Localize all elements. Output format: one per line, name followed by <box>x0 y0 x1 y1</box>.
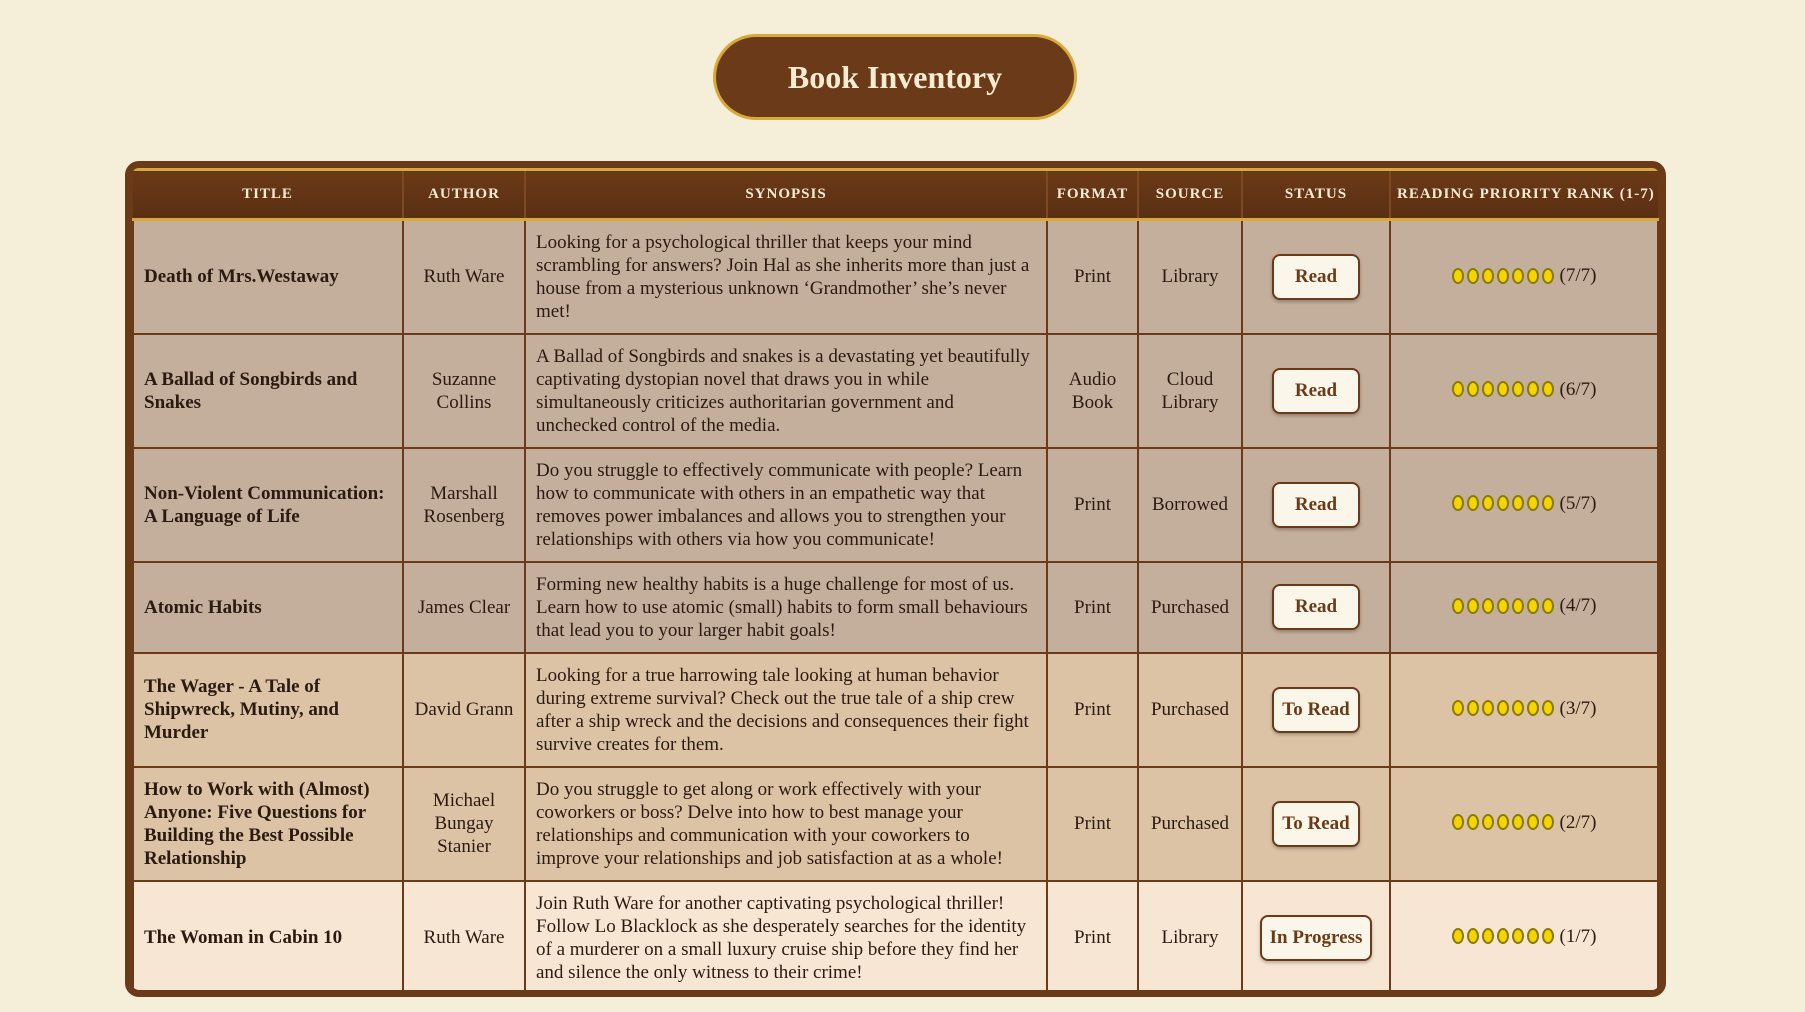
table-row <box>133 881 1658 995</box>
book-source: Purchased <box>1138 562 1242 653</box>
priority-rank-cell <box>1390 562 1658 653</box>
table-row <box>133 220 1658 334</box>
rank-dot-icon <box>1467 381 1479 397</box>
rank-dot-icon <box>1527 700 1539 716</box>
priority-rank <box>1452 594 1597 617</box>
book-synopsis: Do you struggle to effectively communicate with people? Learn how to communicate with others in an empathetic way that removes power imbalances and allows you to strengthen your relationships with others via how you communicate! <box>525 448 1047 562</box>
rank-dot-icon <box>1497 495 1509 511</box>
rank-dot-icon <box>1512 381 1524 397</box>
table-row <box>133 448 1658 562</box>
rank-dot-icon <box>1482 598 1494 614</box>
rank-dot-icon <box>1452 381 1464 397</box>
rank-dot-icon <box>1452 495 1464 511</box>
rank-dot-icon <box>1452 700 1464 716</box>
status-button[interactable]: Read <box>1272 254 1360 300</box>
rank-dot-icon <box>1467 814 1479 830</box>
rank-dot-icon <box>1452 928 1464 944</box>
book-title: The Woman in Cabin 10 <box>133 881 403 995</box>
book-title: The Wager - A Tale of Shipwreck, Mutiny, and Murder <box>133 653 403 767</box>
priority-rank <box>1452 697 1597 720</box>
book-title: Death of Mrs.Westaway <box>133 220 403 334</box>
rank-dot-icon <box>1467 268 1479 284</box>
book-title: A Ballad of Songbirds and Snakes <box>133 334 403 448</box>
status-cell <box>1242 448 1390 562</box>
header-priority-rank: READING PRIORITY RANK (1-7) <box>1390 170 1658 220</box>
header-synopsis: SYNOPSIS <box>525 170 1047 220</box>
rank-label: (3/7) <box>1559 697 1597 719</box>
book-synopsis: A Ballad of Songbirds and snakes is a devastating yet beautifully captivating dystopian novel that draws you in while simultaneously criticizes authoritarian government and unchecked control of the media. <box>525 334 1047 448</box>
page-title: Book Inventory <box>713 34 1077 120</box>
rank-label: (6/7) <box>1559 378 1597 400</box>
book-synopsis: Do you struggle to get along or work effectively with your coworkers or boss? Delve into how to best manage your relationships and communication with your coworkers to improve your relationships and job satisfaction at as a whole! <box>525 767 1047 881</box>
rank-dot-icon <box>1542 928 1554 944</box>
rank-dots <box>1452 814 1554 830</box>
status-button[interactable]: To Read <box>1272 801 1360 847</box>
rank-dot-icon <box>1497 268 1509 284</box>
table-body <box>133 220 1658 995</box>
rank-dot-icon <box>1467 700 1479 716</box>
book-synopsis: Forming new healthy habits is a huge challenge for most of us. Learn how to use atomic (small) habits to form small behaviours that lead you to your larger habit goals! <box>525 562 1047 653</box>
rank-dot-icon <box>1527 814 1539 830</box>
rank-label: (7/7) <box>1559 265 1597 286</box>
priority-rank-cell <box>1390 767 1658 881</box>
rank-dot-icon <box>1527 268 1539 284</box>
book-synopsis: Looking for a psychological thriller that keeps your mind scrambling for answers? Join Hal as she inherits more than just a house from a mysterious unknown ‘Grandmother’ she’s never met! <box>525 220 1047 334</box>
book-format: Print <box>1047 562 1138 653</box>
rank-dot-icon <box>1452 268 1464 284</box>
rank-dot-icon <box>1527 495 1539 511</box>
rank-dot-icon <box>1542 268 1554 284</box>
rank-dot-icon <box>1467 928 1479 944</box>
priority-rank-cell <box>1390 881 1658 995</box>
status-cell <box>1242 562 1390 653</box>
priority-rank <box>1452 378 1597 401</box>
book-author: Marshall Rosenberg <box>403 448 525 562</box>
priority-rank-cell <box>1390 448 1658 562</box>
rank-dot-icon <box>1467 598 1479 614</box>
rank-dot-icon <box>1497 598 1509 614</box>
book-format: Print <box>1047 767 1138 881</box>
book-author: Ruth Ware <box>403 220 525 334</box>
priority-rank-cell <box>1390 220 1658 334</box>
rank-dots <box>1452 598 1554 614</box>
status-button[interactable]: To Read <box>1272 687 1360 733</box>
book-author: David Grann <box>403 653 525 767</box>
rank-dots <box>1452 381 1554 397</box>
inventory-table <box>132 168 1659 996</box>
status-cell <box>1242 334 1390 448</box>
rank-dot-icon <box>1542 381 1554 397</box>
table-row <box>133 562 1658 653</box>
rank-dot-icon <box>1542 814 1554 830</box>
book-source: Purchased <box>1138 767 1242 881</box>
book-format: Print <box>1047 448 1138 562</box>
table-header-row <box>133 170 1658 220</box>
rank-dot-icon <box>1527 598 1539 614</box>
status-cell <box>1242 881 1390 995</box>
status-cell <box>1242 653 1390 767</box>
book-source: Borrowed <box>1138 448 1242 562</box>
rank-dot-icon <box>1467 495 1479 511</box>
book-title: Non-Violent Communication: A Language of Life <box>133 448 403 562</box>
rank-dot-icon <box>1542 700 1554 716</box>
rank-dots <box>1452 495 1554 511</box>
rank-dot-icon <box>1527 928 1539 944</box>
book-source: Library <box>1138 220 1242 334</box>
rank-label: (2/7) <box>1559 811 1597 833</box>
rank-dot-icon <box>1452 598 1464 614</box>
status-button[interactable]: In Progress <box>1260 915 1373 961</box>
priority-rank-cell <box>1390 653 1658 767</box>
rank-dots <box>1452 928 1554 944</box>
book-author: Ruth Ware <box>403 881 525 995</box>
header-author: AUTHOR <box>403 170 525 220</box>
book-author: James Clear <box>403 562 525 653</box>
header-format: FORMAT <box>1047 170 1138 220</box>
header-status: STATUS <box>1242 170 1390 220</box>
rank-dot-icon <box>1512 928 1524 944</box>
book-source: Cloud Library <box>1138 334 1242 448</box>
book-source: Library <box>1138 881 1242 995</box>
status-button[interactable]: Read <box>1272 482 1360 528</box>
rank-dot-icon <box>1527 381 1539 397</box>
table-row <box>133 334 1658 448</box>
rank-dot-icon <box>1512 268 1524 284</box>
book-table <box>125 161 1666 997</box>
rank-dot-icon <box>1452 814 1464 830</box>
rank-dot-icon <box>1482 928 1494 944</box>
status-cell <box>1242 767 1390 881</box>
book-format: Audio Book <box>1047 334 1138 448</box>
rank-dot-icon <box>1497 381 1509 397</box>
priority-rank <box>1452 925 1597 948</box>
rank-dot-icon <box>1512 598 1524 614</box>
status-cell <box>1242 220 1390 334</box>
book-author: Michael Bungay Stanier <box>403 767 525 881</box>
header-title: TITLE <box>133 170 403 220</box>
book-synopsis: Looking for a true harrowing tale looking at human behavior during extreme survival? Check out the true tale of a ship crew after a ship wreck and the decisions and consequences their fight survive creates for them. <box>525 653 1047 767</box>
rank-dot-icon <box>1482 381 1494 397</box>
priority-rank <box>1452 264 1597 287</box>
rank-dots <box>1452 268 1554 284</box>
book-title: Atomic Habits <box>133 562 403 653</box>
status-button[interactable]: Read <box>1272 584 1360 630</box>
book-title: How to Work with (Almost) Anyone: Five Questions for Building the Best Possible Relationship <box>133 767 403 881</box>
status-button[interactable]: Read <box>1272 368 1360 414</box>
book-source: Purchased <box>1138 653 1242 767</box>
header-source: SOURCE <box>1138 170 1242 220</box>
priority-rank <box>1452 811 1597 834</box>
rank-dot-icon <box>1497 814 1509 830</box>
rank-label: (4/7) <box>1559 595 1597 617</box>
rank-dot-icon <box>1512 495 1524 511</box>
rank-dots <box>1452 700 1554 716</box>
book-format: Print <box>1047 881 1138 995</box>
rank-dot-icon <box>1482 700 1494 716</box>
priority-rank <box>1452 492 1597 515</box>
rank-dot-icon <box>1512 814 1524 830</box>
book-format: Print <box>1047 220 1138 334</box>
rank-label: (1/7) <box>1559 925 1597 947</box>
rank-dot-icon <box>1542 598 1554 614</box>
rank-dot-icon <box>1542 495 1554 511</box>
rank-dot-icon <box>1497 928 1509 944</box>
rank-label: (5/7) <box>1559 492 1597 514</box>
rank-dot-icon <box>1482 268 1494 284</box>
book-synopsis: Join Ruth Ware for another captivating psychological thriller! Follow Lo Blacklock as she desperately searches for the identity of a murderer on a small luxury cruise ship before they find her and silence the only witness to their crime! <box>525 881 1047 995</box>
table-row <box>133 653 1658 767</box>
rank-dot-icon <box>1497 700 1509 716</box>
rank-dot-icon <box>1482 814 1494 830</box>
table-row <box>133 767 1658 881</box>
rank-dot-icon <box>1482 495 1494 511</box>
book-format: Print <box>1047 653 1138 767</box>
priority-rank-cell <box>1390 334 1658 448</box>
rank-dot-icon <box>1512 700 1524 716</box>
book-author: Suzanne Collins <box>403 334 525 448</box>
